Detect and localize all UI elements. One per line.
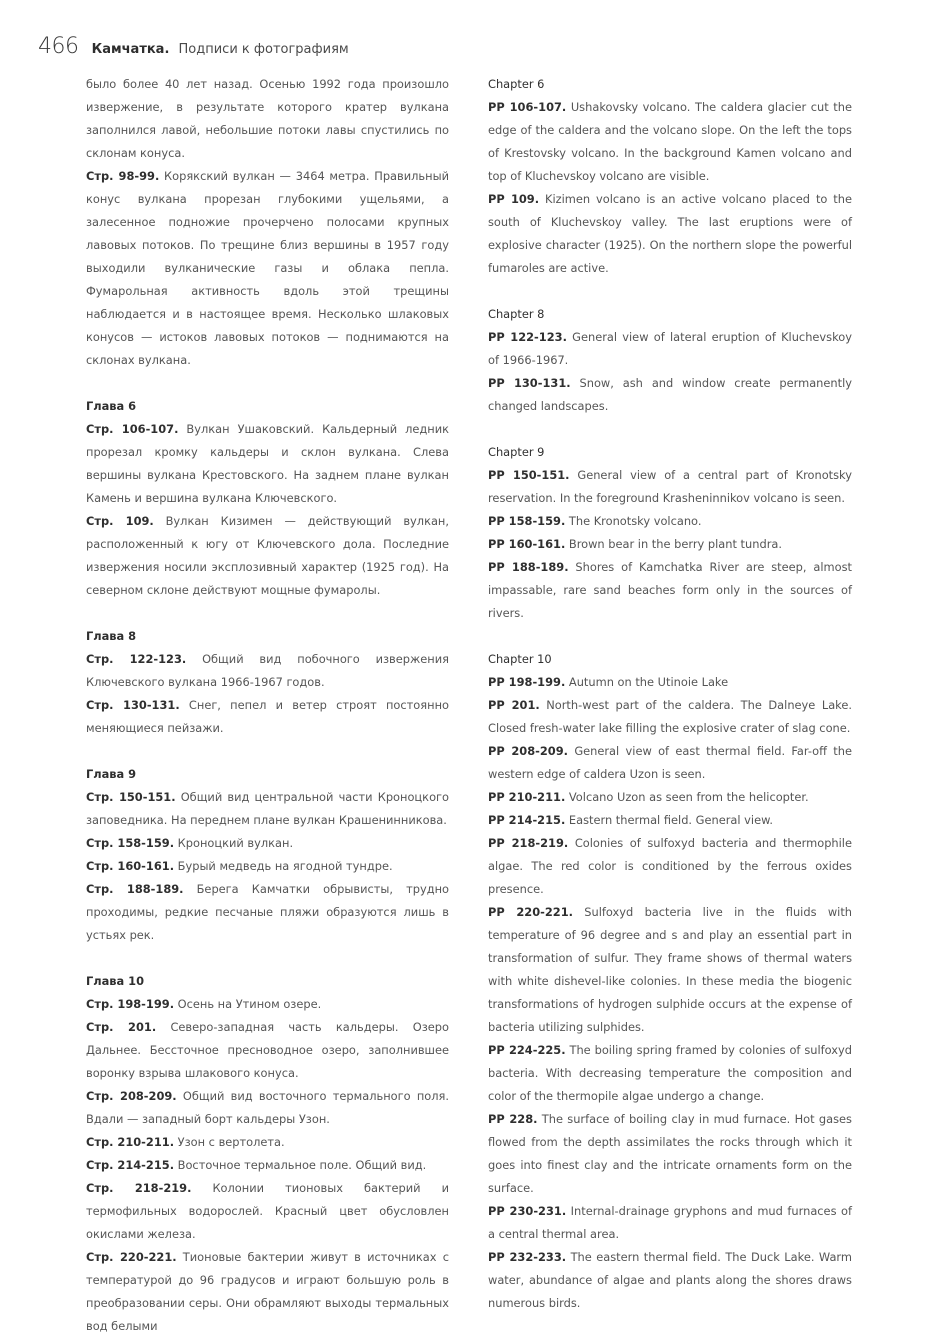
caption-text: Вулкан Ушаковский. Кальдерный ледник прорезал кромку кальдеры и склон вулкана. Слева вершины вулкана Крестовского. На заднем плане вулкан Камень и вершина вулкана Ключевского. xyxy=(86,422,449,505)
page-header xyxy=(38,34,349,64)
chapter-heading: Chapter 10 xyxy=(488,652,552,666)
caption-entry xyxy=(488,533,852,556)
section-title: Подписи к фотографиям xyxy=(178,42,349,57)
caption-entry xyxy=(488,188,852,280)
intro-paragraph: было более 40 лет назад. Осенью 1992 года произошло извержение, в результате которого кратер вулкана заполнился лавой, небольшие потоки лавы спустились по склонам конуса. xyxy=(86,77,449,160)
caption-text: Бурый медведь на ягодной тундре. xyxy=(174,859,393,873)
caption-text: Ushakovsky volcano. The caldera glacier cut the edge of the caldera and the volcano slope. On the left the tops of Krestovsky volcano. In the background Kamen volcano and top of Kluchevskoy volcano are visible. xyxy=(488,100,852,183)
page-ref: PP 109. xyxy=(488,192,540,206)
caption-text: Снег, пепел и ветер строят постоянно меняющиеся пейзажи. xyxy=(86,698,449,735)
page-ref: PP 198-199. xyxy=(488,675,566,689)
caption-text: Kizimen volcano is an active volcano placed to the south of Kluchevskoy valley. The last eruptions were of explosive character (1925). On the northern slope the powerful fumaroles are active. xyxy=(488,192,852,275)
caption-entry xyxy=(488,671,852,694)
english-captions-column xyxy=(488,73,852,1315)
caption-entry xyxy=(86,418,449,510)
chapter-heading: Chapter 9 xyxy=(488,445,545,459)
caption-text: Colonies of sulfoxyd bacteria and thermophile algae. The red color is conditioned by the ferrous oxides presence. xyxy=(488,836,852,896)
caption-text: Северо-западная часть кальдеры. Озеро Дальнее. Бессточное пресноводное озеро, заполнившее воронку взрыва шлакового конуса. xyxy=(86,1020,449,1080)
caption-entry xyxy=(488,1200,852,1246)
caption-entry xyxy=(86,694,449,740)
caption-entry xyxy=(86,786,449,832)
page-ref: Стр. 160-161. xyxy=(86,859,175,873)
page-number: 466 xyxy=(38,34,79,59)
chapter-heading: Chapter 6 xyxy=(488,77,545,91)
caption-entry xyxy=(488,326,852,372)
caption-entry xyxy=(86,993,449,1016)
page-ref: Стр. 109. xyxy=(86,514,154,528)
caption-entry xyxy=(86,648,449,694)
caption-entry xyxy=(488,372,852,418)
caption-text: The surface of boiling clay in mud furnace. Hot gases flowed from the depth assimilates the rocks through which it goes into finest clay and the intricate ornaments form on the surface. xyxy=(488,1112,852,1195)
page-ref: Стр. 201. xyxy=(86,1020,157,1034)
caption-entry xyxy=(86,832,449,855)
caption-text: Колонии тионовых бактерий и термофильных водорослей. Красный цвет обусловлен окислами железа. xyxy=(86,1181,449,1241)
caption-entry xyxy=(488,740,852,786)
page-ref: PP 218-219. xyxy=(488,836,569,850)
caption-text: Autumn on the Utinoie Lake xyxy=(565,675,729,689)
page-ref: PP 224-225. xyxy=(488,1043,566,1057)
page-ref: PP 130-131. xyxy=(488,376,571,390)
caption-entry xyxy=(488,1108,852,1200)
caption-text: General view of east thermal field. Far-off the western edge of caldera Uzon is seen. xyxy=(488,744,852,781)
caption-text: Eastern thermal field. General view. xyxy=(565,813,773,827)
caption-text: Brown bear in the berry plant tundra. xyxy=(565,537,782,551)
page-ref: Стр. 122-123. xyxy=(86,652,187,666)
caption-text: Snow, ash and window create permanently changed landscapes. xyxy=(488,376,852,413)
page-ref: Стр. 98-99. xyxy=(86,169,160,183)
caption-text: Shores of Kamchatka River are steep, almost impassable, rare sand beaches form only in the sources of rivers. xyxy=(488,560,852,620)
caption-entry xyxy=(86,855,449,878)
caption-text: Корякский вулкан — 3464 метра. Правильный конус вулкана прорезан глубокими ущельями, а залесенное подножие прочерчено полосами крупных лавовых потоков. По трещине близ вершины в 1957 году выходили вулканические газы и облака пепла. Фумарольная активность вдоль этой трещины наблюдается и в настоящее время. Несколько шлаковых конусов — истоков лавовых потоков — поднимаются на склонах вулкана. xyxy=(86,169,449,367)
caption-entry xyxy=(488,832,852,901)
page-ref: PP 122-123. xyxy=(488,330,567,344)
caption-entry xyxy=(86,878,449,947)
caption-text: Берега Камчатки обрывисты, трудно проходимы, редкие песчаные пляжи образуются лишь в устьях рек. xyxy=(86,882,449,942)
caption-entry xyxy=(488,556,852,625)
caption-text: The eastern thermal field. The Duck Lake. Warm water, abundance of algae and plants along the shores draws numerous birds. xyxy=(488,1250,852,1310)
chapter-heading: Глава 6 xyxy=(86,399,137,413)
caption-entry xyxy=(488,464,852,510)
caption-text: Кроноцкий вулкан. xyxy=(174,836,294,850)
page-ref: Стр. 106-107. xyxy=(86,422,179,436)
caption-entry xyxy=(86,1246,449,1338)
caption-text: Восточное термальное поле. Общий вид. xyxy=(174,1158,427,1172)
caption-entry xyxy=(488,510,852,533)
page-ref: PP 232-233. xyxy=(488,1250,567,1264)
caption-text: The boiling spring framed by colonies of sulfoxyd bacteria. With decreasing temperature the composition and color of the thermopile algae undergo a change. xyxy=(488,1043,852,1103)
page-ref: Стр. 214-215. xyxy=(86,1158,175,1172)
caption-text: Осень на Утином озере. xyxy=(174,997,322,1011)
title-separator: . xyxy=(164,42,170,57)
caption-entry xyxy=(86,1177,449,1246)
page-ref: PP 230-231. xyxy=(488,1204,567,1218)
page-ref: PP 210-211. xyxy=(488,790,566,804)
caption-text: Вулкан Кизимен — действующий вулкан, расположенный к югу от Ключевского дола. Последние извержения носили эксплозивный характер (1925 год). На северном склоне действуют мощные фумаролы. xyxy=(86,514,449,597)
page-ref: Стр. 220-221. xyxy=(86,1250,177,1264)
page-ref: Стр. 218-219. xyxy=(86,1181,192,1195)
page-ref: Стр. 198-199. xyxy=(86,997,175,1011)
page-ref: PP 201. xyxy=(488,698,540,712)
chapter-heading: Глава 9 xyxy=(86,767,137,781)
caption-text: North-west part of the caldera. The Dalneye Lake. Closed fresh-water lake filling the explosive crater of slag cone. xyxy=(488,698,852,735)
caption-entry xyxy=(488,1246,852,1315)
page-ref: Стр. 188-189. xyxy=(86,882,184,896)
caption-entry xyxy=(488,809,852,832)
caption-entry xyxy=(86,1085,449,1131)
page-ref: Стр. 130-131. xyxy=(86,698,180,712)
page-ref: Стр. 208-209. xyxy=(86,1089,177,1103)
caption-text: Sulfoxyd bacteria live in the fluids with temperature of 96 degree and s and play an essential part in transformation of sulfur. They frame shows of thermal waters with white dishevel-like colonies. In these media the biogenic transformations of hydrogen sulphide occurs at the expense of bacteria utilizing sulphides. xyxy=(488,905,852,1034)
page-ref: PP 160-161. xyxy=(488,537,566,551)
page-ref: PP 188-189. xyxy=(488,560,569,574)
chapter-heading: Глава 8 xyxy=(86,629,137,643)
caption-text: General view of lateral eruption of Kluchevskoy of 1966-1967. xyxy=(488,330,853,367)
caption-text: Узон с вертолета. xyxy=(174,1135,285,1149)
caption-entry xyxy=(86,165,449,372)
russian-captions-column xyxy=(86,73,449,1338)
caption-text: General view of a central part of Kronotsky reservation. In the foreground Krasheninnikov volcano is seen. xyxy=(488,468,852,505)
caption-entry xyxy=(86,1131,449,1154)
page-ref: PP 158-159. xyxy=(488,514,566,528)
caption-text: The Kronotsky volcano. xyxy=(565,514,702,528)
caption-entry xyxy=(488,786,852,809)
caption-text: Общий вид центральной части Кроноцкого заповедника. На переднем плане вулкан Крашенинникова. xyxy=(86,790,449,827)
page-ref: Стр. 158-159. xyxy=(86,836,175,850)
caption-entry xyxy=(488,694,852,740)
caption-text: Общий вид восточного термального поля. Вдали — западный борт кальдеры Узон. xyxy=(86,1089,449,1126)
page-ref: PP 228. xyxy=(488,1112,538,1126)
page-ref: Стр. 150-151. xyxy=(86,790,176,804)
book-title: Камчатка xyxy=(91,42,165,57)
caption-entry xyxy=(488,1039,852,1108)
page-ref: Стр. 210-211. xyxy=(86,1135,175,1149)
caption-text: Volcano Uzon as seen from the helicopter. xyxy=(565,790,809,804)
page-ref: PP 208-209. xyxy=(488,744,568,758)
caption-text: Internal-drainage gryphons and mud furnaces of a central thermal area. xyxy=(488,1204,852,1241)
caption-text: Тионовые бактерии живут в источниках с температурой до 96 градусов и играют большую роль в преобразовании серы. Они обрамляют выходы термальных вод белыми xyxy=(86,1250,449,1333)
page-ref: PP 106-107. xyxy=(488,100,567,114)
page-ref: PP 150-151. xyxy=(488,468,570,482)
page-ref: PP 214-215. xyxy=(488,813,566,827)
page-ref: PP 220-221. xyxy=(488,905,573,919)
caption-entry xyxy=(86,1016,449,1085)
caption-text: Общий вид побочного извержения Ключевского вулкана 1966-1967 годов. xyxy=(86,652,449,689)
chapter-heading: Chapter 8 xyxy=(488,307,545,321)
caption-entry xyxy=(86,510,449,602)
caption-entry xyxy=(86,1154,449,1177)
caption-entry xyxy=(488,96,852,188)
chapter-heading: Глава 10 xyxy=(86,974,144,988)
caption-entry xyxy=(488,901,852,1039)
